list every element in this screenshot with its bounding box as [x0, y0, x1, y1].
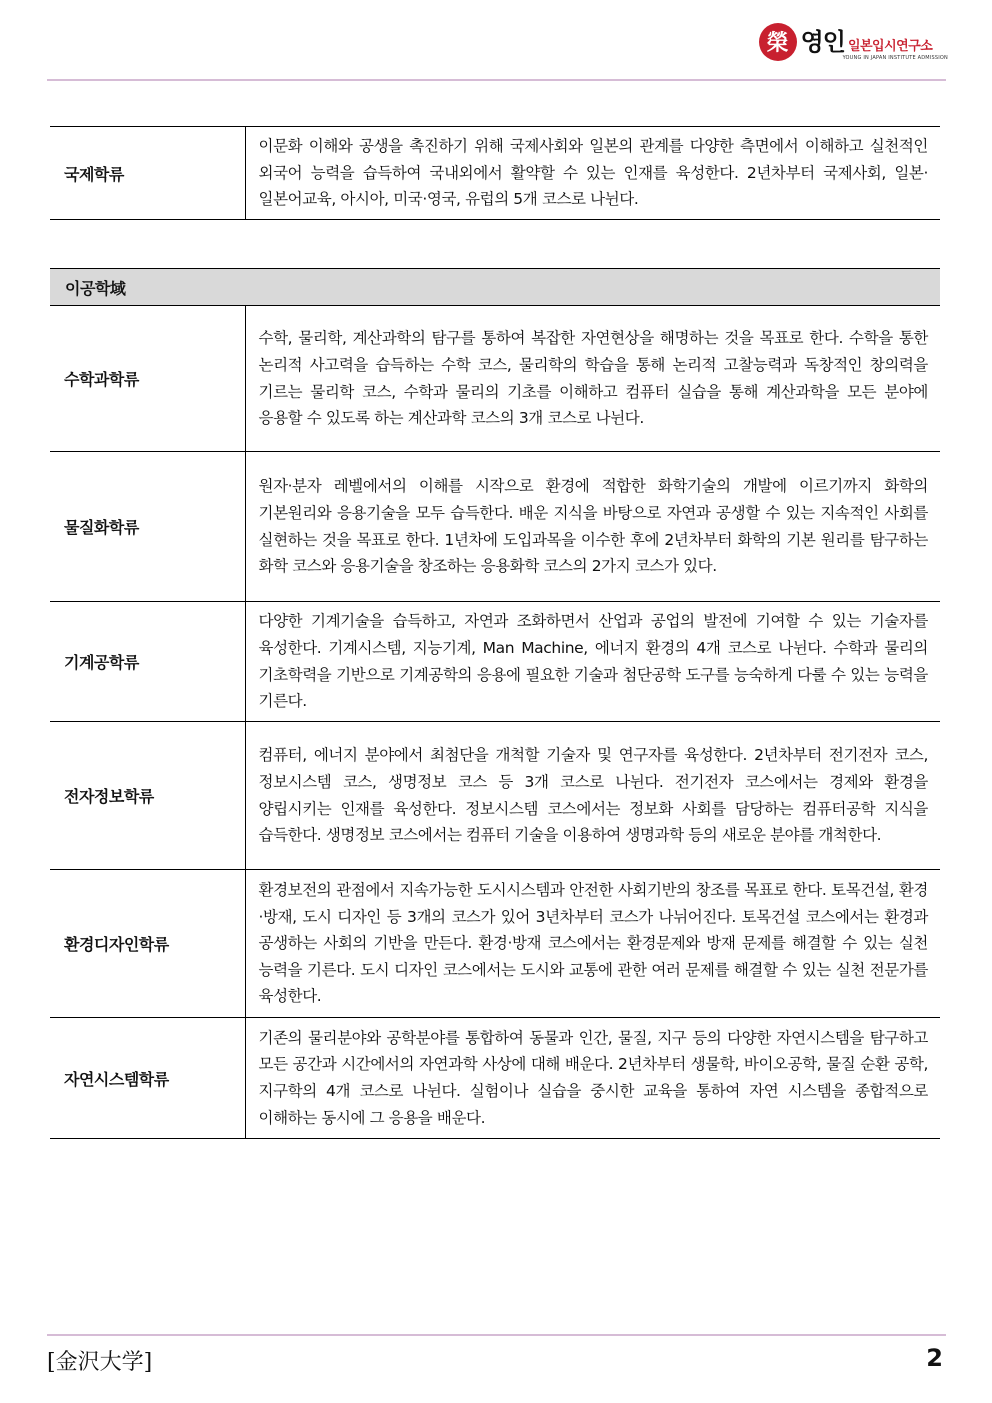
table-row: [50, 127, 940, 220]
program-description: 원자·분자 레벨에서의 이해를 시작으로 환경에 적합한 화학기술의 개발에 이르기까지 화학의 기본원리와 응용기술을 모두 습득한다. 배운 지식을 바탕으로 자연과 공생할 수 있는 지속적인 사회를 실현하는 것을 목표로 한다. 1년차에 도입과목을 이수한 후에 2년차부터 화학의 기본 원리를 탐구하는 화학 코스와 응용기술을 창조하는 응용화학 코스의 2가지 코스가 있다.: [245, 452, 940, 602]
program-description: 다양한 기계기술을 습득하고, 자연과 조화하면서 산업과 공업의 발전에 기여할 수 있는 기술자를 육성한다. 기계시스템, 지능기계, Man Machine, 에너지 환경의 4개 코스로 나뉜다. 수학과 물리의 기초학력을 기반으로 기계공학의 응용에 필요한 기술과 첨단공학 도구를 능숙하게 다룰 수 있는 능력을 기른다.: [245, 602, 940, 722]
program-name: 수학과학류: [50, 306, 245, 452]
table-row: [50, 1018, 940, 1139]
page-header: [0, 0, 992, 80]
program-name: 전자정보학류: [50, 722, 245, 870]
table-row: [50, 870, 940, 1018]
program-description: 수학, 물리학, 계산과학의 탐구를 통하여 복잡한 자연현상을 해명하는 것을 목표로 한다. 수학을 통한 논리적 사고력을 습득하는 수학 코스, 물리학의 학습을 통해 논리적 고찰능력과 독창적인 창의력을 기르는 물리학 코스, 수학과 물리의 기초를 이해하고 컴퓨터 실습을 통해 계산과학을 모든 분야에 응용할 수 있도록 하는 계산과학 코스의 3개 코스로 나뉜다.: [245, 306, 940, 452]
program-name: 자연시스템학류: [50, 1018, 245, 1139]
university-name: [金沢大学]: [47, 1350, 153, 1375]
program-name: 물질화학류: [50, 452, 245, 602]
logo-emblem-icon: 榮: [759, 23, 797, 61]
table-science-engineering: [50, 268, 940, 1139]
logo: [759, 22, 948, 61]
program-description: 환경보전의 관점에서 지속가능한 도시시스템과 안전한 사회기반의 창조를 목표로 한다. 토목건설, 환경·방재, 도시 디자인 등 3개의 코스가 있어 3년차부터 코스가 나뉘어진다. 토목건설 코스에서는 환경과 공생하는 사회의 기반을 만든다. 환경·방재 코스에서는 환경문제와 방재 문제를 해결할 수 있는 실천 능력을 기른다. 도시 디자인 코스에서는 도시와 교통에 관한 여러 문제를 해결할 수 있는 실천 전문가를 육성한다.: [245, 870, 940, 1018]
table-row: [50, 452, 940, 602]
header-divider: [47, 79, 946, 81]
program-description: 컴퓨터, 에너지 분야에서 최첨단을 개척할 기술자 및 연구자를 육성한다. 2년차부터 전기전자 코스, 정보시스템 코스, 생명정보 코스 등 3개 코스로 나뉜다. 전기전자 코스에서는 경제와 환경을 양립시키는 인재를 육성한다. 정보시스템 코스에서는 정보화 사회를 담당하는 컴퓨터공학 지식을 습득한다. 생명정보 코스에서는 컴퓨터 기술을 이용하여 생명과학 등의 새로운 분야를 개척한다.: [245, 722, 940, 870]
program-description: 기존의 물리분야와 공학분야를 통합하여 동물과 인간, 물질, 지구 등의 다양한 자연시스템을 탐구하고 모든 공간과 시간에서의 자연과학 사상에 대해 배운다. 2년차부터 생물학, 바이오공학, 물질 순환 공학, 지구학의 4개 코스로 나뉜다. 실험이나 실습을 중시한 교육을 통하여 자연 시스템을 종합적으로 이해하는 동시에 그 응용을 배운다.: [245, 1018, 940, 1139]
table-international: [50, 126, 940, 220]
logo-name: 영인: [800, 28, 845, 56]
program-name: 기계공학류: [50, 602, 245, 722]
program-name: 환경디자인학류: [50, 870, 245, 1018]
program-name: 국제학류: [50, 127, 245, 220]
section-title: 이공학域: [50, 269, 940, 306]
table-row: [50, 306, 940, 452]
table-row: [50, 722, 940, 870]
section-header-row: [50, 269, 940, 306]
page-number: 2: [926, 1344, 943, 1372]
logo-subtitle: 일본입시연구소: [847, 39, 933, 54]
logo-english: YOUNG IN JAPAN INSTITUTE ADMISSION: [842, 55, 948, 61]
program-description: 이문화 이해와 공생을 촉진하기 위해 국제사회와 일본의 관계를 다양한 측면에서 이해하고 실천적인 외국어 능력을 습득하여 국내외에서 활약할 수 있는 인재를 육성한다. 2년차부터 국제사회, 일본·일본어교육, 아시아, 미국·영국, 유럽의 5개 코스로 나뉜다.: [245, 127, 940, 220]
footer-divider: [47, 1334, 946, 1336]
table-row: [50, 602, 940, 722]
